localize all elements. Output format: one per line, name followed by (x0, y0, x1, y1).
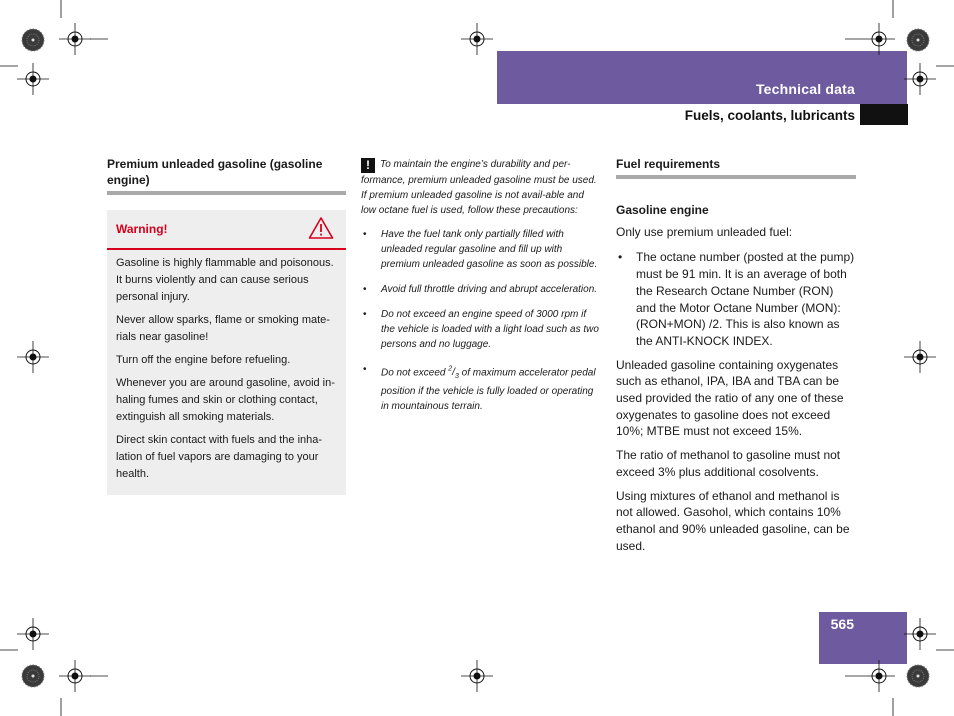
warning-paragraph: Gasoline is highly flammable and poisonous. It burns violently and can cause serious personal injury. (116, 257, 334, 303)
warning-paragraph: Turn off the engine before refueling. (116, 354, 291, 366)
gasoline-engine-heading: Gasoline engine (616, 203, 709, 217)
subsection-title: Fuels, coolants, lubricants (684, 108, 855, 123)
column-precautions (361, 157, 601, 424)
warning-triangle-icon (308, 216, 334, 240)
methanol-paragraph: The ratio of methanol to gasoline must not exceed 3% plus additional cosolvents. (616, 448, 841, 479)
heading-rule (107, 191, 346, 195)
warning-box (107, 210, 346, 495)
fuel-requirements-heading: Fuel requirements (616, 157, 721, 171)
column-fuel-requirements (616, 156, 856, 561)
section-tab-marker (860, 104, 908, 125)
notice-exclamation-icon: ! (361, 158, 375, 173)
oxygenates-paragraph: Unleaded gasoline containing oxygenates such as ethanol, IPA, IBA and TBA can be used provided the ratio of any one of these oxygenates to gasoline does not exceed 10%; MTBE must not exceed 15%. (616, 357, 844, 439)
notice-intro-text: To maintain the engine’s durability and per-formance, premium unleaded gasoline must be used. If premium unleaded gasoline is not avail-able and low octane fuel is used, follow these precautions: (361, 159, 597, 216)
warning-paragraph: Never allow sparks, flame or smoking mate-rials near gasoline! (116, 314, 330, 343)
gasohol-paragraph: Using mixtures of ethanol and methanol is not allowed. Gasohol, which contains 10% ethanol and 90% unleaded gasoline, can be used. (616, 488, 850, 553)
premium-gasoline-heading: Premium unleaded gasoline (gasoline engine) (107, 157, 323, 187)
warning-body (107, 250, 346, 483)
warning-paragraph: Whenever you are around gasoline, avoid in-haling fumes and skin or clothing contact, extinguish all smoking materials. (116, 377, 335, 423)
warning-label: Warning! (116, 222, 168, 236)
heading-rule (616, 175, 856, 179)
fraction-two-thirds: $^2/_3$ (448, 366, 459, 381)
column-premium-gasoline (107, 156, 346, 495)
octane-list (616, 249, 856, 349)
page-number: 565 (830, 616, 854, 632)
warning-header (107, 210, 346, 250)
list-item: • Do not exceed an engine speed of 3000 rpm if the vehicle is loaded with a light load such as two persons and no luggage. (361, 307, 601, 352)
list-item: • The octane number (posted at the pump) must be 91 min. It is an average of both the Research Octane Number (RON) and the Motor Octane Number (MON): (RON+MON) /2. This is also known as the ANTI-KNOCK INDEX. (616, 249, 856, 349)
precaution-list (361, 227, 601, 414)
notice-intro (361, 157, 601, 218)
list-item: • Avoid full throttle driving and abrupt acceleration. (361, 282, 601, 297)
fuel-intro: Only use premium unleaded fuel: (616, 224, 793, 239)
section-title: Technical data (755, 81, 855, 97)
list-item: • Have the fuel tank only partially filled with unleaded regular gasoline and fill up with premium unleaded gasoline as soon as possible. (361, 227, 601, 272)
warning-paragraph: Direct skin contact with fuels and the inha-lation of fuel vapors are damaging to your health. (116, 434, 323, 480)
list-item: • Do not exceed $^2/_3$ of maximum accelerator pedal position if the vehicle is fully loaded or operating in mountainous terrain. (361, 362, 601, 414)
